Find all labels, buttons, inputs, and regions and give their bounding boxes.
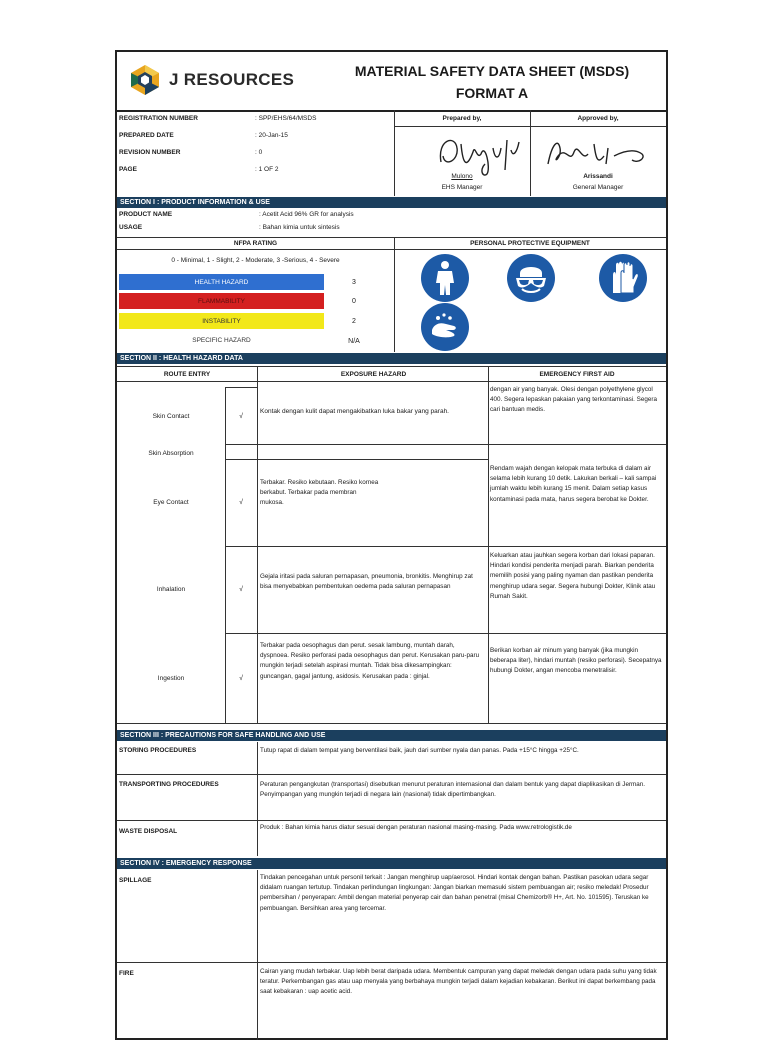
approved-signature-icon [542, 134, 652, 174]
rating-value: N/A [348, 338, 360, 345]
col-exposure-hazard: EXPOSURE HAZARD [340, 371, 407, 378]
rating-instability [119, 313, 324, 329]
route-skin-absorption: Skin Absorption [148, 450, 194, 457]
document-subtitle: FORMAT A [455, 85, 529, 101]
product-name-label: PRODUCT NAME [119, 211, 173, 218]
spillage-label: SPILLAGE [119, 877, 152, 884]
j-resources-logo-icon [129, 64, 161, 96]
page-value: : 1 OF 2 [255, 166, 279, 173]
exposure-text: Terbakar. Resiko kebutaan. Resiko kornea berkabut. Terbakar pada membran mukosa. [260, 479, 379, 507]
col-route-entry: ROUTE ENTRY [163, 371, 211, 378]
rating-value: 0 [352, 298, 356, 305]
logo-text: J RESOURCES [169, 70, 295, 89]
nfpa-scale: 0 - Minimal, 1 - Slight, 2 - Moderate, 3 -Serious, 4 - Severe [171, 257, 340, 264]
check-mark: √ [239, 586, 243, 593]
registration-label: REGISTRATION NUMBER [119, 115, 198, 122]
first-aid-text: Berikan korban air minum yang banyak (jika mungkin beberapa liter), hindari muntah (resiko perforasi). Secepatnya hubungi Dokter, angan mencoba menetralisir. [490, 647, 662, 675]
section1-header: SECTION I : PRODUCT INFORMATION & USE [117, 197, 666, 208]
exposure-text: Kontak dengan kulit dapat mengakibatkan luka bakar yang parah. [260, 408, 449, 415]
revision-value: : 0 [255, 149, 263, 156]
rating-specific [119, 333, 324, 347]
rating-label: SPECIFIC HAZARD [192, 337, 251, 344]
first-aid-text: Rendam wajah dengan kelopak mata terbuka di dalam air selama lebih kurang 10 detik. Lakukan berkali – kali sampai jumlah waktu lebih kurang 15 menit. Dalam setiap kasus kontaminasi pada mata, harus segera berobat ke Dokter. [490, 465, 657, 503]
exposure-text: Terbakar pada oesophagus dan perut. sesak lambung, muntah darah, dyspnoea. Resiko perforasi pada oesophagus dan perut. Kerusakan paru-paru mungkin terjadi setelah aspirasi muntah. Tidak bisa dikesampingkan: guncangan, gagal jantung, asidosis. Kerusakan pada : ginjal. [260, 642, 480, 680]
route-ingestion: Ingestion [157, 675, 185, 682]
registration-value: : SPP/EHS/64/MSDS [255, 115, 317, 122]
gloves-icon [598, 253, 648, 303]
col-emergency-first-aid: EMERGENCY FIRST AID [539, 371, 615, 378]
rating-label: INSTABILITY [202, 318, 241, 325]
check-mark: √ [239, 675, 243, 682]
waste-disposal-text: Produk : Bahan kimia harus diatur sesuai dengan peraturan nasional masing-masing. Pada www.retrologistik.de [260, 824, 572, 831]
rating-value: 2 [352, 318, 356, 325]
section2-header: SECTION II : HEALTH HAZARD DATA [117, 353, 666, 364]
prepared-date-value: : 20-Jan-15 [255, 132, 288, 139]
approved-by-label: Approved by, [577, 115, 619, 122]
revision-label: REVISION NUMBER [119, 149, 181, 156]
product-name-value: : Acetit Acid 96% GR for analysis [259, 211, 354, 218]
nfpa-title: NFPA RATING [233, 240, 278, 247]
prepared-date-label: PREPARED DATE [119, 132, 174, 139]
page-label: PAGE [119, 166, 137, 173]
rating-label: FLAMMABILITY [198, 298, 245, 305]
first-aid-text: dengan air yang banyak. Olesi dengan polyethylene glycol 400. Segera lepaskan pakaian yang terkontaminasi. Segera cari bantuan medis. [490, 386, 657, 414]
hand-wash-icon [420, 302, 470, 352]
transporting-procedures-text: Peraturan pengangkutan (transportasi) disebutkan menurut peraturan internasional dan dalam bentuk yang dapat diaplikasikan di Jerman. Penyimpangan yang mungkin terjadi di negara lain (nasional) tidak dipertimbangkan. [260, 781, 646, 799]
approved-title: General Manager [572, 184, 624, 191]
usage-label: USAGE [119, 224, 143, 231]
rating-label: HEALTH HAZARD [194, 279, 249, 286]
route-eye-contact: Eye Contact [153, 499, 189, 506]
rating-health [119, 274, 324, 290]
ppe-title: PERSONAL PROTECTIVE EQUIPMENT [470, 240, 590, 247]
prepared-name: Mulono [451, 173, 473, 180]
section3-header: SECTION III : PRECAUTIONS FOR SAFE HANDLING AND USE [117, 730, 666, 741]
waste-disposal-label: WASTE DISPOSAL [119, 828, 178, 835]
exposure-text: Gejala iritasi pada saluran pernapasan, pneumonia, bronkitis. Menghirup zat bisa menyebabkan pembentukan oedema pada saluran pernapasan [260, 573, 473, 591]
usage-value: : Bahan kimia untuk sintesis [259, 224, 340, 231]
check-mark: √ [239, 499, 243, 506]
company-logo [129, 64, 309, 98]
check-mark: √ [239, 413, 243, 420]
route-inhalation: Inhalation [156, 586, 186, 593]
storing-procedures-text: Tutup rapat di dalam tempat yang berventilasi baik, jauh dari sumber nyala dan panas. Pada +15°C hingga +25°C. [260, 747, 579, 754]
fire-label: FIRE [119, 970, 134, 977]
prepared-by-label: Prepared by, [442, 115, 482, 122]
rating-value: 3 [352, 279, 356, 286]
document-title: MATERIAL SAFETY DATA SHEET (MSDS) [354, 63, 630, 79]
section4-header: SECTION IV : EMERGENCY RESPONSE [117, 858, 666, 869]
storing-procedures-label: STORING PROCEDURES [119, 747, 197, 754]
spillage-text: Tindakan pencegahan untuk personil terkait : Jangan menghirup uap/aerosol. Hindari kontak dengan bahan. Pastikan pasokan udara segar didalam ruangan tertutup. Tindakan perlindungan lingkungan: Jangan biarkan memasuki sistem pembuangan air; resiko meledak! Prosedur pembersihan / penyerapan: Ambil dengan material penyerap cair dan bahan penetral (misal Chemizorb® H+, Art. No. 101595). Teruskan ke pembuangan. Bersihkan area yang tercemar. [260, 874, 649, 912]
safety-goggles-icon [506, 253, 556, 303]
first-aid-text: Keluarkan atau jauhkan segera korban dari lokasi paparan. Hindari kondisi penderita menjadi parah. Biarkan penderita memilih posisi yang paling nyaman dan pastikan penderita menghirup udara segar. Segera hubungi Dokter, Klinik atau Rumah Sakit. [490, 552, 656, 600]
approved-name: Arissandi [583, 173, 613, 180]
transporting-procedures-label: TRANSPORTING PROCEDURES [119, 781, 219, 788]
protective-clothing-icon [420, 253, 470, 303]
route-skin-contact: Skin Contact [152, 413, 190, 420]
msds-sheet [115, 50, 668, 1040]
fire-text: Cairan yang mudah terbakar. Uap lebih berat daripada udara. Membentuk campuran yang dapat meledak dengan udara pada suhu yang tidak teratur. Perkembangan gas atau uap menyala yang berbahaya mungkin terjadi dalam kejadian kebakaran. Berikut ini dapat berkembang pada saat kebakaran : uap acetic acid. [260, 968, 657, 996]
prepared-title: EHS Manager [441, 184, 483, 191]
rating-flammability [119, 293, 324, 309]
